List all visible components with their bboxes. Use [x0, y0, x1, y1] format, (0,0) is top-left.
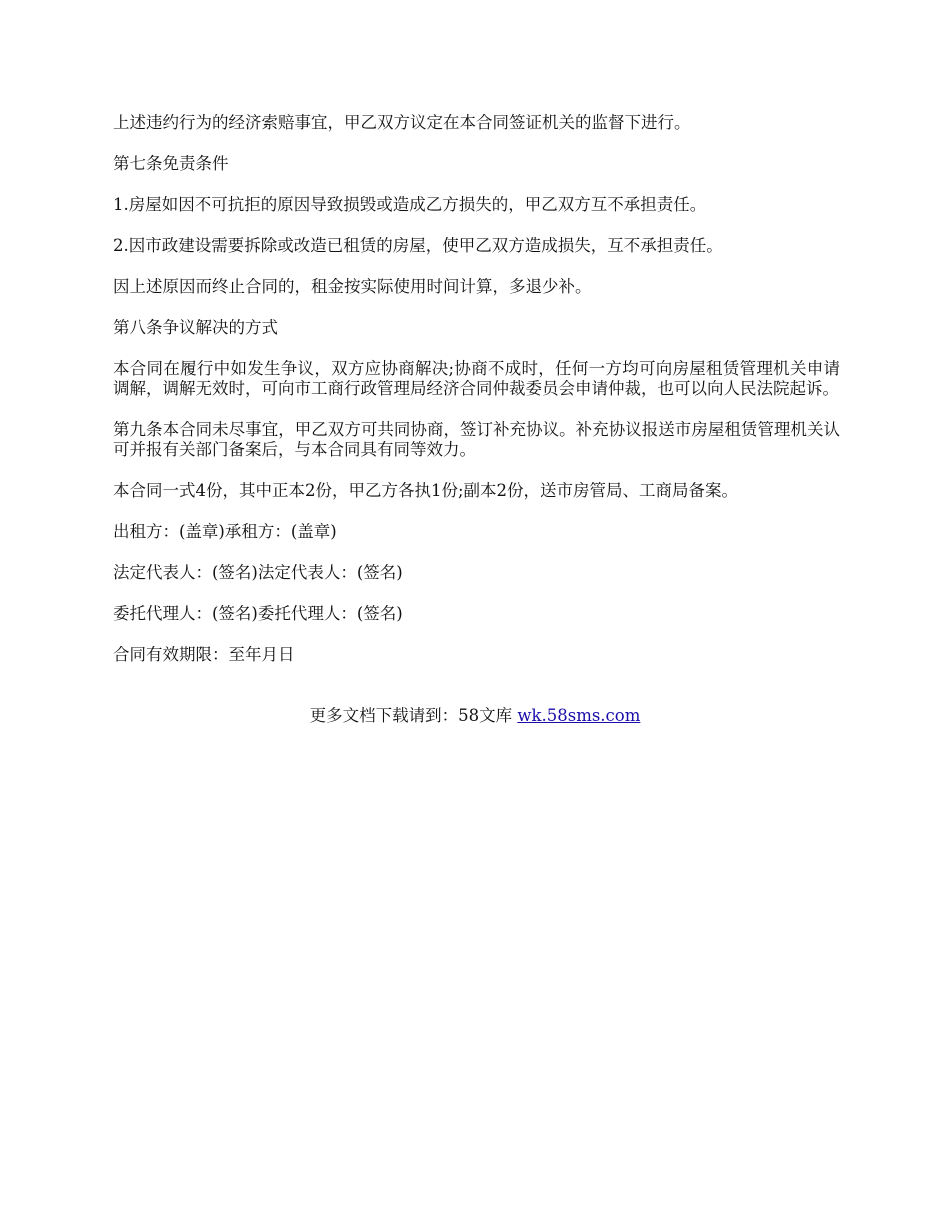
paragraph-municipal-demolition: 2.因市政建设需要拆除或改造已租赁的房屋，使甲乙双方造成损失，互不承担责任。: [113, 236, 723, 255]
contract-validity-period: 合同有效期限：至年月日: [113, 645, 295, 664]
heading-article-7: 第七条免责条件: [113, 154, 229, 173]
paragraph-dispute-resolution: 本合同在履行中如发生争议，双方应协商解决;协商不成时，任何一方均可向房屋租赁管理机关申请调解，调解无效时，可向市工商行政管理局经济合同仲裁委员会申请仲裁，也可以向人民法院起诉。: [113, 359, 840, 398]
download-footer: [0, 706, 950, 726]
footer-link[interactable]: wk.58sms.com: [517, 706, 641, 725]
signature-legal-representatives: 法定代表人：(签名)法定代表人：(签名): [113, 563, 403, 582]
paragraph-article-9: 第九条本合同未尽事宜，甲乙双方可共同协商，签订补充协议。补充协议报送市房屋租赁管理机关认可并报有关部门备案后，与本合同具有同等效力。: [113, 420, 840, 459]
signature-parties: 出租方：(盖章)承租方：(盖章): [113, 522, 337, 541]
paragraph-force-majeure: 1.房屋如因不可抗拒的原因导致损毁或造成乙方损失的，甲乙双方互不承担责任。: [113, 195, 707, 214]
paragraph-breach-claims: 上述违约行为的经济索赔事宜，甲乙双方议定在本合同签证机关的监督下进行。: [113, 113, 691, 132]
footer-text: 更多文档下载请到：58文库: [309, 706, 513, 725]
paragraph-copies: 本合同一式4份，其中正本2份，甲乙方各执1份;副本2份，送市房管局、工商局备案。: [113, 481, 739, 500]
signature-agents: 委托代理人：(签名)委托代理人：(签名): [113, 604, 403, 623]
heading-article-8: 第八条争议解决的方式: [113, 318, 278, 337]
document-body: [113, 113, 840, 686]
paragraph-rent-settlement: 因上述原因而终止合同的，租金按实际使用时间计算，多退少补。: [113, 277, 592, 296]
